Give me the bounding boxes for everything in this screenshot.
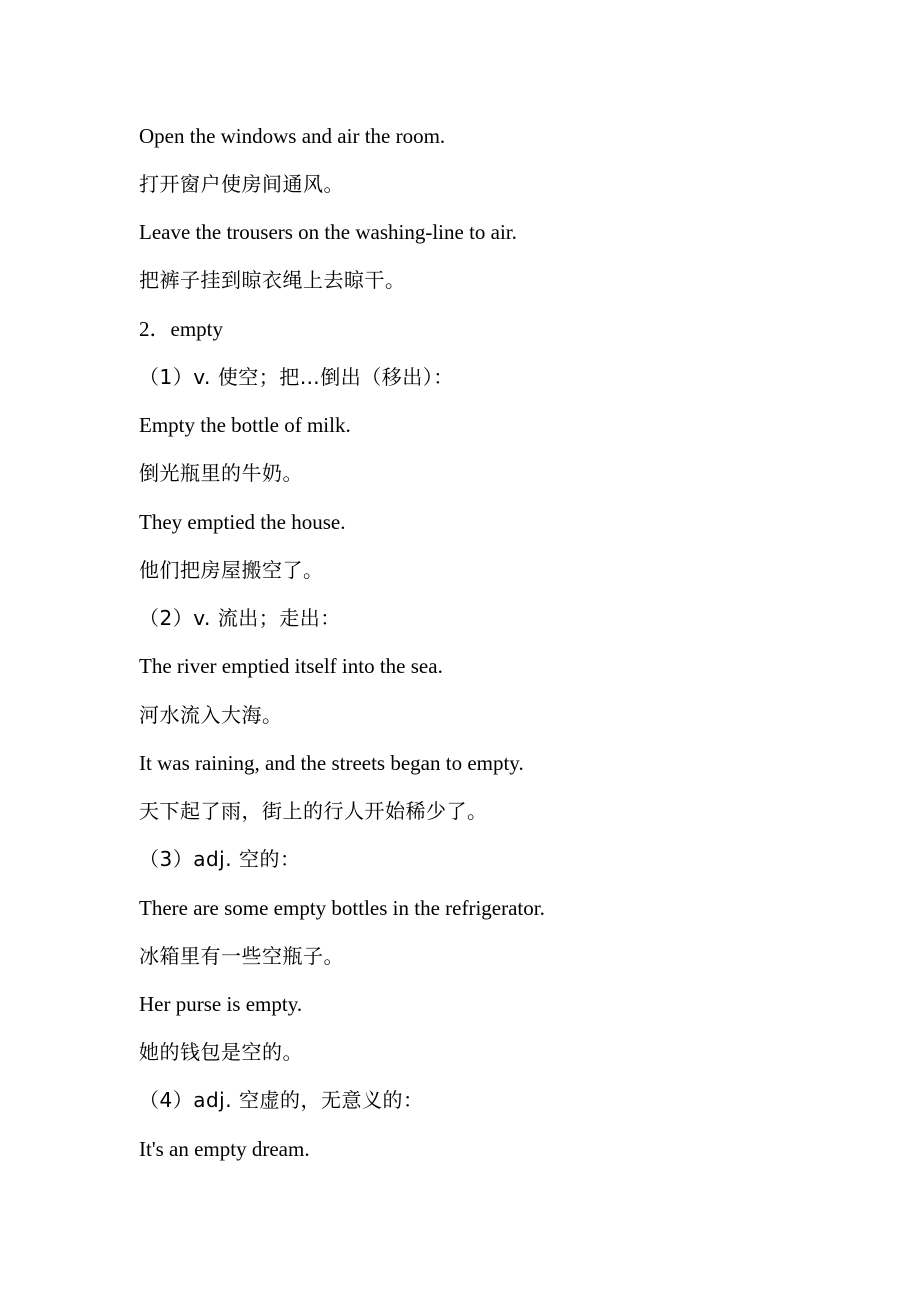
example-sentence-en: It's an empty dream. bbox=[139, 1137, 310, 1161]
example-sentence-zh: 倒光瓶里的牛奶。 bbox=[139, 461, 303, 485]
example-sentence-en: Open the windows and air the room. bbox=[139, 124, 446, 148]
example-sentence-zh: 天下起了雨，街上的行人开始稀少了。 bbox=[139, 799, 488, 823]
example-sentence-zh: 把裤子挂到晾衣绳上去晾干。 bbox=[139, 268, 406, 292]
example-sentence-zh: 他们把房屋搬空了。 bbox=[139, 558, 324, 582]
example-sentence-en: There are some empty bottles in the refrigerator. bbox=[139, 896, 545, 920]
sense-definition: （2）v. 流出；走出： bbox=[139, 606, 341, 630]
example-sentence-zh: 打开窗户使房间通风。 bbox=[139, 172, 344, 196]
example-sentence-en: Her purse is empty. bbox=[139, 992, 303, 1016]
example-sentence-en: The river emptied itself into the sea. bbox=[139, 654, 443, 678]
example-sentence-en: Leave the trousers on the washing-line to air. bbox=[139, 220, 517, 244]
example-sentence-zh: 她的钱包是空的。 bbox=[139, 1040, 303, 1064]
sense-definition: （3）adj. 空的： bbox=[139, 847, 301, 871]
example-sentence-en: It was raining, and the streets began to empty. bbox=[139, 751, 524, 775]
example-sentence-en: They emptied the house. bbox=[139, 510, 346, 534]
example-sentence-zh: 冰箱里有一些空瓶子。 bbox=[139, 944, 344, 968]
entry-heading: 2．empty bbox=[139, 317, 223, 341]
sense-definition: （1）v. 使空；把…倒出（移出）： bbox=[139, 365, 454, 389]
sense-definition: （4）adj. 空虚的，无意义的： bbox=[139, 1088, 424, 1112]
example-sentence-zh: 河水流入大海。 bbox=[139, 703, 283, 727]
example-sentence-en: Empty the bottle of milk. bbox=[139, 413, 351, 437]
